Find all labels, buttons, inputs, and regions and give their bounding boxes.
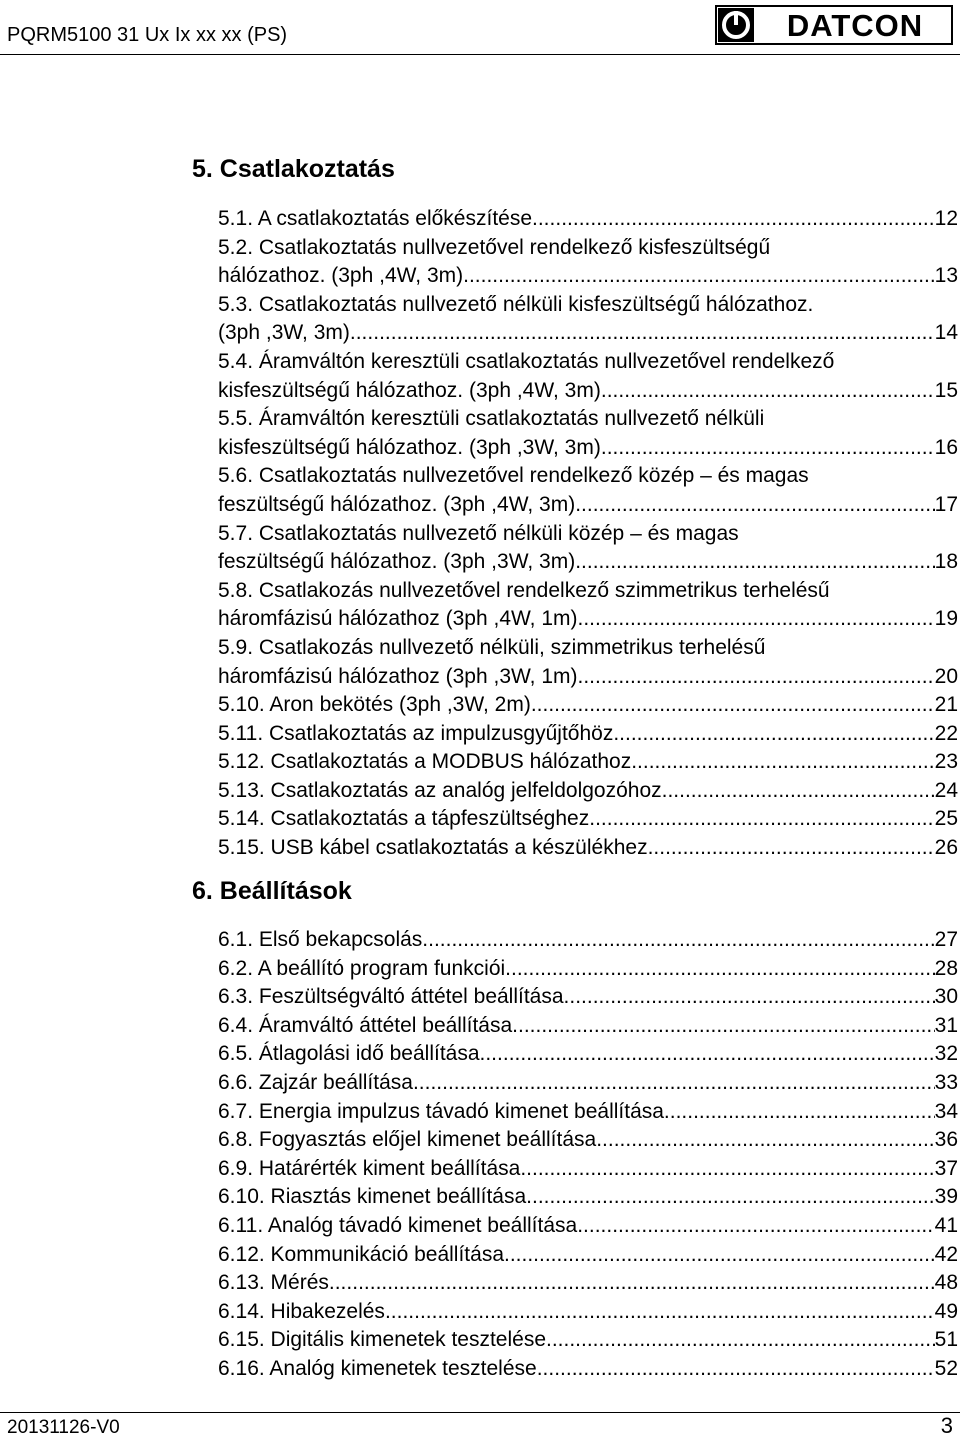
toc-entry[interactable]: [218, 348, 958, 405]
dot-leader: [575, 548, 934, 577]
toc-entry[interactable]: [218, 720, 958, 749]
toc-page-number: 23: [934, 750, 958, 774]
dot-leader: [463, 262, 935, 291]
toc-entry[interactable]: [218, 291, 958, 348]
toc-entry-text: 5.1. A csatlakoztatás előkészítése: [218, 207, 533, 230]
toc-page-number: 34: [934, 1099, 958, 1123]
toc-page-number: 49: [934, 1299, 958, 1323]
toc-page-number: 21: [934, 693, 958, 717]
toc-page-number: 13: [934, 264, 958, 288]
toc-entry[interactable]: [218, 1269, 958, 1298]
toc-entry[interactable]: [218, 1298, 958, 1327]
toc-entry-text: 5.13. Csatlakoztatás az analóg jelfeldolgozóhoz: [218, 778, 662, 802]
dot-leader: [578, 605, 935, 634]
toc-entry-text: 5.6. Csatlakoztatás nullvezetővel rendelkező közép – és magas: [218, 464, 809, 488]
dot-leader: [385, 1298, 935, 1327]
dot-leader: [601, 377, 935, 406]
dot-leader: [422, 926, 934, 955]
toc-entry[interactable]: [218, 1212, 958, 1241]
toc-page-number: 24: [934, 778, 958, 802]
dot-leader: [613, 720, 934, 749]
page-number: 3: [940, 1413, 953, 1438]
toc-page-number: 14: [934, 321, 958, 345]
toc-entry[interactable]: [218, 926, 958, 955]
toc-page-number: 42: [934, 1242, 958, 1266]
toc-page-number: 52: [934, 1356, 958, 1380]
toc-entry-text: 6.7. Energia impulzus távadó kimenet beállítása: [218, 1099, 664, 1123]
dot-leader: [532, 205, 935, 234]
toc-entry[interactable]: [218, 1012, 958, 1041]
toc-page-number: 31: [934, 1013, 958, 1037]
toc-entry-text: 6.14. Hibakezelés: [218, 1299, 385, 1323]
toc-page-number: 22: [934, 721, 958, 745]
dot-leader: [546, 1326, 935, 1355]
chapter-heading-6: 6. Beállítások: [192, 877, 352, 905]
document-title: PQRM5100 31 Ux Ix xx xx (PS): [7, 24, 288, 46]
toc-page-number: 27: [934, 928, 958, 951]
footer-divider: [0, 1412, 960, 1413]
toc-entry-text: 6.4. Áramváltó áttétel beállítása: [218, 1013, 513, 1037]
toc-page-number: 36: [934, 1128, 958, 1152]
toc-entry[interactable]: [218, 691, 958, 720]
toc-entry-text: 6.2. A beállító program funkciói: [218, 956, 506, 980]
toc-page-number: 37: [934, 1156, 958, 1180]
toc-entry-text: hálózathoz. (3ph ,4W, 3m): [218, 264, 464, 288]
toc-entry-text: 5.4. Áramváltón keresztüli csatlakoztatás nullvezetővel rendelkező: [218, 349, 835, 373]
toc-entry-text: 6.3. Feszültségváltó áttétel beállítása: [218, 985, 564, 1009]
toc-entry-text: 6.8. Fogyasztás előjel kimenet beállítása: [218, 1128, 597, 1152]
toc-page-number: 15: [934, 378, 958, 402]
dot-leader: [531, 691, 935, 720]
toc-entry[interactable]: [218, 1098, 958, 1127]
toc-entry[interactable]: [218, 1155, 958, 1184]
toc-page-number: 41: [934, 1213, 958, 1237]
toc-page-number: 17: [934, 492, 958, 516]
dot-leader: [537, 1355, 935, 1384]
toc-page-number: 48: [934, 1271, 958, 1295]
toc-entry-text: kisfeszültségű hálózathoz. (3ph ,3W, 3m): [218, 435, 601, 459]
toc-entry[interactable]: [218, 1126, 958, 1155]
toc-entry[interactable]: [218, 1355, 958, 1384]
toc-entry-text: kisfeszültségű hálózathoz. (3ph ,4W, 3m): [218, 378, 601, 402]
toc-entry[interactable]: [218, 955, 958, 984]
toc-list-5: [218, 205, 958, 863]
toc-entry[interactable]: [218, 1040, 958, 1069]
dot-leader: [329, 1269, 935, 1298]
toc-entry[interactable]: [218, 777, 958, 806]
toc-entry[interactable]: [218, 983, 958, 1012]
toc-entry[interactable]: [218, 405, 958, 462]
toc-entry[interactable]: [218, 234, 958, 291]
dot-leader: [520, 1155, 934, 1184]
dot-leader: [480, 1040, 935, 1069]
toc-entry-text: 6.5. Átlagolási idő beállítása: [218, 1042, 480, 1066]
toc-page-number: 26: [934, 836, 958, 860]
toc-entry[interactable]: [218, 1326, 958, 1355]
toc-entry-text: 5.8. Csatlakozás nullvezetővel rendelkező szimmetrikus terhelésű: [218, 578, 830, 602]
toc-entry-text: 5.7. Csatlakoztatás nullvezető nélküli közép – és magas: [218, 521, 739, 545]
dot-leader: [504, 1241, 935, 1270]
toc-entry[interactable]: [218, 520, 958, 577]
toc-page-number: 51: [934, 1328, 958, 1352]
dot-leader: [648, 834, 935, 863]
toc-entry-text: 5.5. Áramváltón keresztüli csatlakoztatás nullvezető nélküli: [218, 407, 765, 431]
toc-entry-text: 5.14. Csatlakoztatás a tápfeszültséghez: [218, 807, 590, 831]
toc-entry[interactable]: [218, 577, 958, 634]
toc-entry[interactable]: [218, 1183, 958, 1212]
toc-page-number: 25: [934, 807, 958, 831]
document-version: 20131126-V0: [7, 1417, 120, 1438]
toc-entry-text: 5.15. USB kábel csatlakoztatás a készülékhez: [218, 836, 648, 860]
toc-entry-text: 6.11. Analóg távadó kimenet beállítása: [218, 1213, 578, 1237]
dot-leader: [662, 777, 935, 806]
dot-leader: [413, 1069, 935, 1098]
toc-entry[interactable]: [218, 205, 958, 234]
toc-list-6: [218, 926, 958, 1384]
toc-entry-text: (3ph ,3W, 3m): [218, 321, 350, 345]
logo-text: DATCON: [786, 8, 924, 43]
toc-entry-text: 6.6. Zajzár beállítása: [218, 1070, 413, 1094]
dot-leader: [664, 1098, 935, 1127]
dot-leader: [350, 319, 935, 348]
toc-page-number: 12: [934, 207, 958, 230]
header-divider: [0, 54, 960, 55]
toc-entry-text: háromfázisú hálózathoz (3ph ,4W, 1m): [218, 607, 578, 631]
toc-entry-text: 5.10. Aron bekötés (3ph ,3W, 2m): [218, 693, 531, 717]
toc-entry-text: 5.2. Csatlakoztatás nullvezetővel rendelkező kisfeszültségű: [218, 235, 771, 259]
dot-leader: [526, 1183, 934, 1212]
dot-leader: [512, 1012, 934, 1041]
toc-entry[interactable]: [218, 748, 958, 777]
toc-page-number: 28: [934, 956, 958, 980]
toc-page-number: 16: [934, 435, 958, 459]
toc-entry-text: 6.16. Analóg kimenetek tesztelése: [218, 1356, 537, 1380]
toc-entry-text: háromfázisú hálózathoz (3ph ,3W, 1m): [218, 664, 578, 688]
toc-page-number: 18: [934, 550, 958, 574]
toc-page-number: 20: [934, 664, 958, 688]
toc-entry-text: 6.12. Kommunikáció beállítása: [218, 1242, 504, 1266]
toc-page-number: 39: [934, 1185, 958, 1209]
toc-entry-text: 6.1. Első bekapcsolás: [218, 928, 423, 951]
chapter-heading-5: 5. Csatlakoztatás: [192, 155, 395, 183]
toc-page-number: 30: [934, 985, 958, 1009]
toc-entry-text: feszültségű hálózathoz. (3ph ,3W, 3m): [218, 550, 576, 574]
toc-entry-text: 6.10. Riasztás kimenet beállítása: [218, 1185, 527, 1209]
toc-entry-text: 5.3. Csatlakoztatás nullvezető nélküli kisfeszültségű hálózathoz.: [218, 292, 814, 316]
dot-leader: [596, 1126, 934, 1155]
toc-entry-text: 6.13. Mérés: [218, 1271, 329, 1295]
dot-leader: [589, 805, 934, 834]
datcon-logo: [715, 5, 953, 45]
dot-leader: [564, 983, 935, 1012]
toc-entry-text: 6.15. Digitális kimenetek tesztelése: [218, 1328, 546, 1352]
toc-entry-text: 5.9. Csatlakozás nullvezető nélküli, szimmetrikus terhelésű: [218, 635, 766, 659]
toc-entry-text: feszültségű hálózathoz. (3ph ,4W, 3m): [218, 492, 576, 516]
dot-leader: [575, 491, 934, 520]
dot-leader: [631, 748, 934, 777]
toc-entry[interactable]: [218, 462, 958, 519]
toc-entry-text: 5.11. Csatlakoztatás az impulzusgyűjtőhöz: [218, 721, 614, 745]
toc-entry-text: 6.9. Határérték kiment beállítása: [218, 1156, 521, 1180]
toc-entry-text: 5.12. Csatlakoztatás a MODBUS hálózathoz: [218, 750, 632, 774]
toc-page-number: 19: [934, 607, 958, 631]
dot-leader: [601, 434, 935, 463]
dot-leader: [578, 663, 935, 692]
toc-entry[interactable]: [218, 834, 958, 863]
dot-leader: [577, 1212, 934, 1241]
dot-leader: [505, 955, 934, 984]
toc-entry[interactable]: [218, 1241, 958, 1270]
toc-page-number: 32: [934, 1042, 958, 1066]
toc-entry[interactable]: [218, 805, 958, 834]
toc-entry[interactable]: [218, 634, 958, 691]
toc-page-number: 33: [934, 1070, 958, 1094]
toc-entry[interactable]: [218, 1069, 958, 1098]
